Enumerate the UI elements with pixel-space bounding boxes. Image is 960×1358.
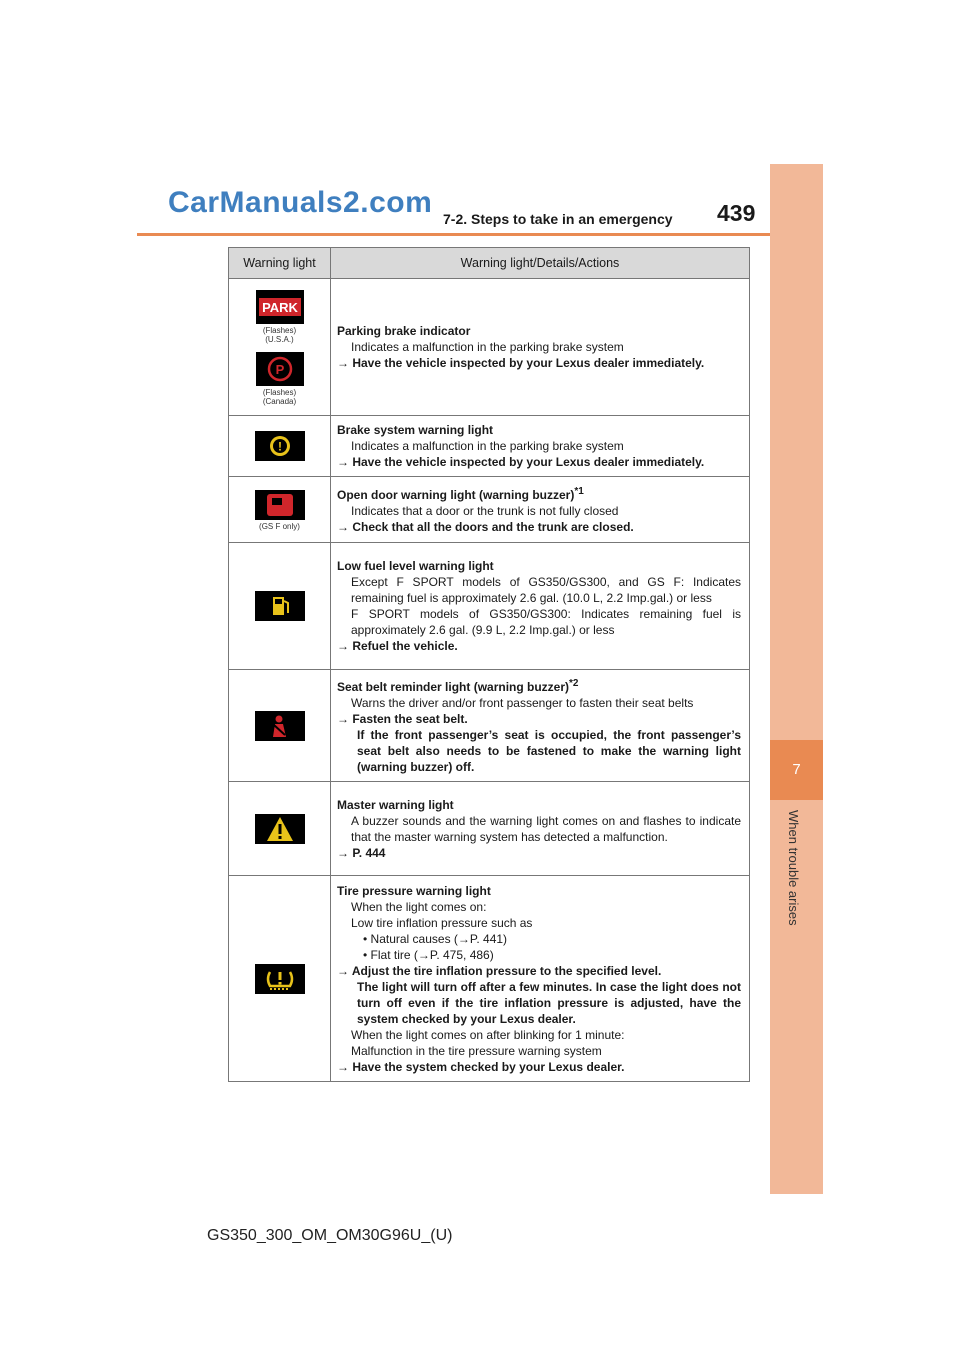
row-detail: F SPORT models of GS350/GS300: Indicates remaining fuel is approximately 2.6 gal. (9.9 L, 2.2 Imp.gal.) or less <box>351 607 741 637</box>
chapter-label: When trouble arises <box>786 810 801 926</box>
row-detail: When the light comes on: <box>351 899 487 914</box>
row-action: → P. 444 <box>337 845 386 860</box>
icon-caption: (Flashes) <box>262 326 297 335</box>
row-title: Brake system warning light <box>337 423 494 437</box>
icon-caption: (U.S.A.) <box>265 335 294 344</box>
row-action: → Have the vehicle inspected by your Lexus dealer immediately. <box>337 356 705 370</box>
row-detail: Low tire inflation pressure such as <box>351 915 533 930</box>
svg-text:P: P <box>275 362 284 377</box>
row-detail: Indicates a malfunction in the parking brake system <box>351 340 624 354</box>
table-row <box>229 670 750 782</box>
seat-belt-icon <box>255 711 305 741</box>
row-title: Master warning light <box>337 797 454 812</box>
footer-code: GS350_300_OM_OM30G96U_(U) <box>207 1227 453 1244</box>
table-row <box>229 782 750 876</box>
icon-caption: (GS F only) <box>259 522 300 531</box>
open-door-icon <box>255 490 305 520</box>
row-action: → Have the vehicle inspected by your Lexus dealer immediately. <box>337 455 705 469</box>
icon-caption: (Flashes) <box>262 388 297 397</box>
table-row <box>229 279 750 416</box>
row-action: → Check that all the doors and the trunk are closed. <box>337 520 634 534</box>
section-title: 7-2. Steps to take in an emergency <box>443 211 673 227</box>
row-bullet: • Flat tire (→P. 475, 486) <box>363 947 494 962</box>
row-detail: Indicates that a door or the trunk is not fully closed <box>351 504 619 518</box>
row-detail: Except F SPORT models of GS350/GS300, and GS F: Indicates remaining fuel is approximately 2.6 gal. (10.0 L, 2.2 Imp.gal.) or less <box>351 575 741 605</box>
row-action: → Fasten the seat belt. <box>337 712 468 726</box>
watermark: CarManuals2.com <box>168 186 433 219</box>
table-row <box>229 543 750 670</box>
chapter-tab: 7 <box>770 740 823 800</box>
tire-pressure-icon <box>255 964 305 994</box>
row-title: Low fuel level warning light <box>337 559 494 573</box>
row-title: Parking brake indicator <box>337 324 471 338</box>
row-detail: Malfunction in the tire pressure warning system <box>351 1043 602 1058</box>
icon-caption: (Canada) <box>262 397 297 406</box>
row-action: If the front passenger’s seat is occupied, the front passenger’s seat belt also needs to be fastened to make the warning light (warning buzzer) off. <box>357 728 741 774</box>
parking-brake-icon <box>256 352 304 386</box>
row-bullet: • Natural causes (→P. 441) <box>363 931 508 946</box>
table-row <box>229 876 750 1082</box>
park-icon <box>256 290 304 324</box>
side-bar <box>770 164 823 1194</box>
header-rule <box>137 233 823 236</box>
col-details: Warning light/Details/Actions <box>331 248 750 279</box>
fuel-icon <box>255 591 305 621</box>
row-detail: Indicates a malfunction in the parking brake system <box>351 439 624 453</box>
table-row <box>229 477 750 543</box>
row-detail: Warns the driver and/or front passenger to fasten their seat belts <box>351 696 694 710</box>
col-warning-light: Warning light <box>229 248 331 279</box>
row-detail: A buzzer sounds and the warning light comes on and flashes to indicate that the master warning system has detected a malfunction. <box>351 813 741 844</box>
row-title: Seat belt reminder light (warning buzzer)$^{*2}$ <box>337 678 579 694</box>
table-row <box>229 416 750 477</box>
row-action: → Adjust the tire inflation pressure to the specified level. <box>337 963 662 978</box>
brake-system-icon <box>255 431 305 461</box>
row-detail: When the light comes on after blinking for 1 minute: <box>351 1027 625 1042</box>
row-action: → Have the system checked by your Lexus dealer. <box>337 1059 625 1074</box>
warning-light-table <box>228 247 750 1082</box>
row-action: → Refuel the vehicle. <box>337 639 458 653</box>
page-number: 439 <box>717 200 756 226</box>
svg-text:PARK: PARK <box>261 300 298 315</box>
row-action: The light will turn off after a few minutes. In case the light does not turn off even if the tire inflation pressure is adjusted, have the system checked by your Lexus dealer. <box>357 979 741 1026</box>
master-warning-icon <box>255 814 305 844</box>
row-title: Tire pressure warning light <box>337 883 491 898</box>
row-title: Open door warning light (warning buzzer)$^{*1}$ <box>337 486 584 502</box>
svg-text:!: ! <box>277 439 282 454</box>
